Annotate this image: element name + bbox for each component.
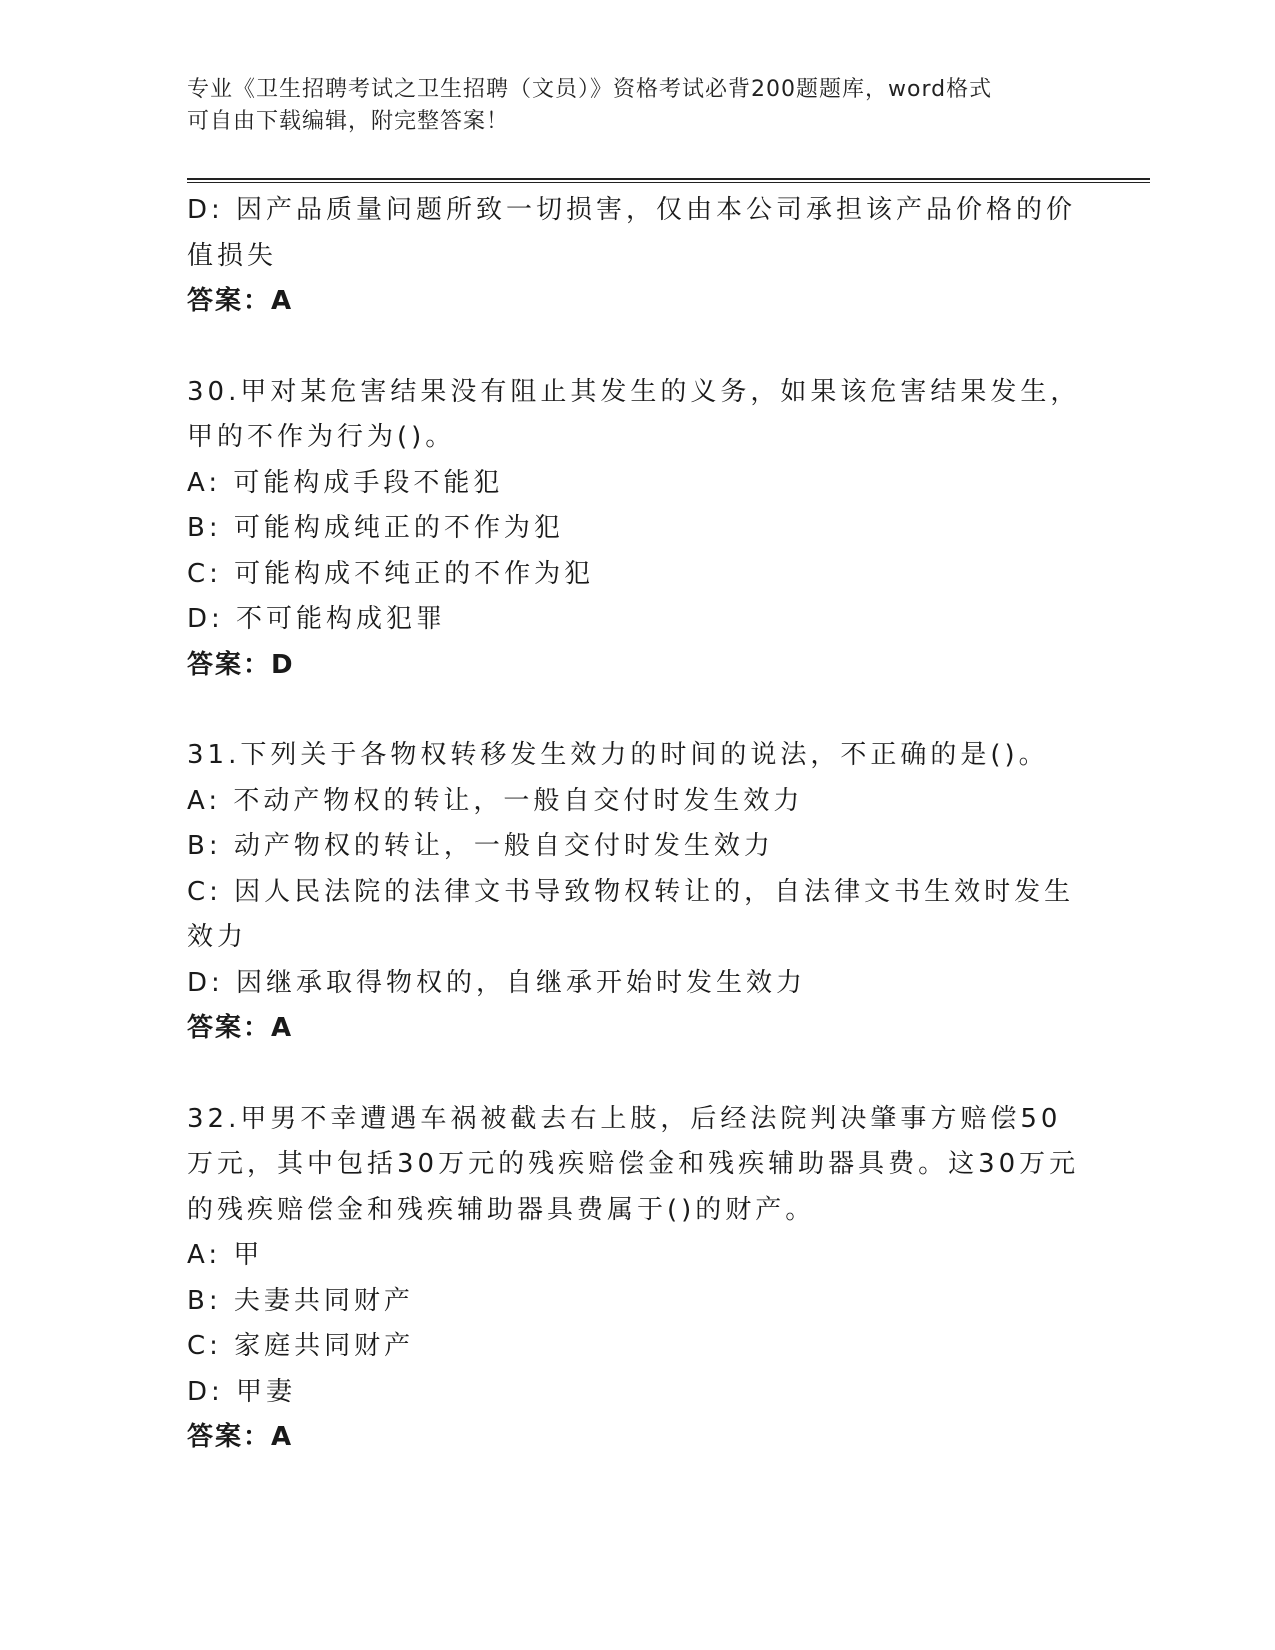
option-d: D: 因继承取得物权的，自继承开始时发生效力 (187, 967, 807, 998)
header-line-1: 专业《卫生招聘考试之卫生招聘（文员）》资格考试必背200题题库，word格式 (187, 77, 993, 102)
option-d: D: 甲妻 (187, 1376, 297, 1407)
document-body (187, 188, 1087, 1461)
answer-line: 答案：A (187, 286, 294, 316)
option-a: A: 不动产物权的转让，一般自交付时发生效力 (187, 785, 804, 816)
option-b: B: 动产物权的转让，一般自交付时发生效力 (187, 831, 774, 861)
prev-question-tail (187, 188, 1087, 325)
option-d: D: 不可能构成犯罪 (187, 604, 447, 634)
option-a: A: 甲 (187, 1240, 264, 1270)
question-30 (187, 370, 1087, 689)
answer-line: 答案：D (187, 649, 295, 680)
option-a: A: 可能构成手段不能犯 (187, 467, 504, 498)
header-line-2: 可自由下载编辑，附完整答案！ (187, 109, 510, 134)
option-b: B: 可能构成纯正的不作为犯 (187, 513, 564, 543)
question-32 (187, 1097, 1087, 1461)
option-d: D: 因产品质量问题所致一切损害，仅由本公司承担该产品价格的价值损失 (187, 195, 1077, 271)
page-header (187, 74, 1087, 138)
option-c: C: 可能构成不纯正的不作为犯 (187, 558, 595, 589)
option-b: B: 夫妻共同财产 (187, 1285, 414, 1316)
answer-line: 答案：A (187, 1422, 294, 1452)
option-c: C: 家庭共同财产 (187, 1331, 415, 1361)
question-stem: 32.甲男不幸遭遇车祸被截去右上肢，后经法院判决肇事方赔偿50万元，其中包括30万元的残疾赔偿金和残疾辅助器具费。这30万元的残疾赔偿金和残疾辅助器具费属于()的财产。 (187, 1103, 1080, 1225)
header-divider (187, 178, 1150, 183)
option-c: C: 因人民法院的法律文书导致物权转让的，自法律文书生效时发生效力 (187, 876, 1075, 952)
question-stem: 30.甲对某危害结果没有阻止其发生的义务，如果该危害结果发生，甲的不作为行为()。 (187, 376, 1081, 452)
answer-line: 答案：A (187, 1013, 294, 1043)
question-31 (187, 733, 1087, 1052)
question-stem: 31.下列关于各物权转移发生效力的时间的说法，不正确的是()。 (187, 740, 1049, 770)
